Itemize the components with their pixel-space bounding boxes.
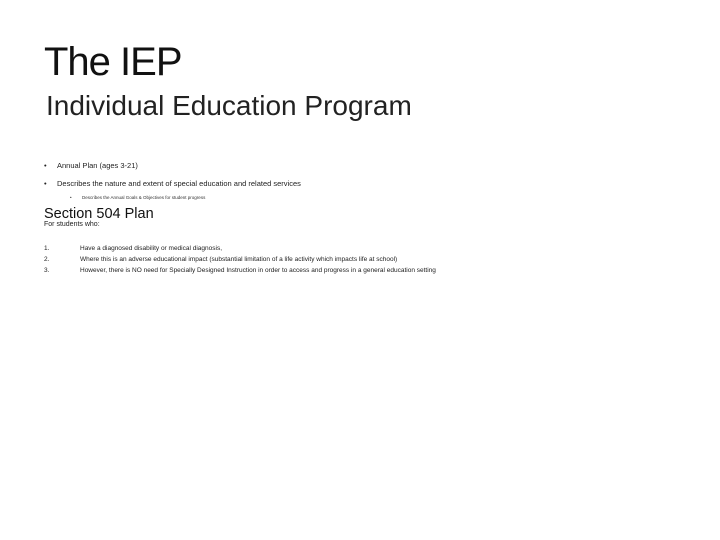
bullet-list (44, 157, 684, 203)
item-text: Where this is an adverse educational impact (substantial limitation of a life activity which impacts life at school) (80, 256, 398, 263)
item-number: 3. (44, 267, 50, 274)
item-number: 2. (44, 256, 50, 263)
bullet-text: Describes the nature and extent of special education and related services (57, 179, 301, 188)
slide-subtitle: Individual Education Program (46, 90, 412, 121)
bullet-marker: • (44, 161, 47, 170)
bullet-marker: • (44, 179, 47, 188)
bullet-text: Annual Plan (ages 3-21) (57, 161, 138, 170)
section-title: Section 504 Plan (44, 206, 154, 222)
item-number: 1. (44, 245, 50, 252)
sub-bullet-text: Describes the Annual Goals & Objectives for student progress (82, 195, 206, 200)
bullet-item (44, 175, 684, 193)
numbered-item (44, 243, 684, 254)
item-text: Have a diagnosed disability or medical diagnosis, (80, 245, 222, 252)
slide-title: The IEP (44, 40, 182, 84)
bullet-item (44, 157, 684, 175)
numbered-item (44, 254, 684, 265)
numbered-list (44, 243, 684, 276)
sub-bullet-item (44, 193, 684, 203)
item-text: However, there is NO need for Specially Designed Instruction in order to access and progress in a general education setting (80, 267, 436, 274)
section-subtitle: For students who: (44, 221, 100, 228)
numbered-item (44, 265, 684, 276)
sub-bullet-marker: • (70, 195, 72, 200)
